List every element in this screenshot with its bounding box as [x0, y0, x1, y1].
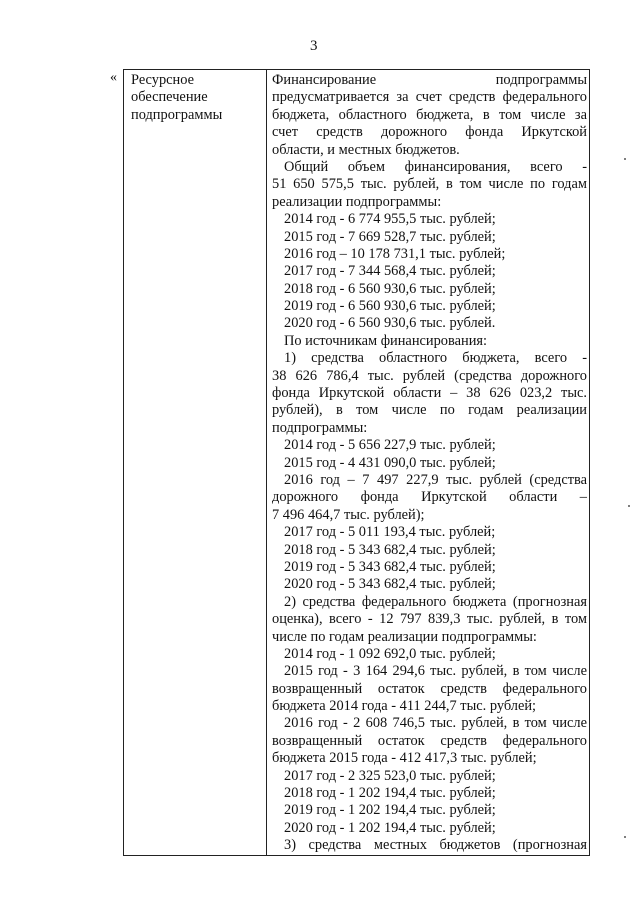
text-line: 2019 год - 5 343 682,4 тыс. рублей; — [284, 558, 496, 575]
text-line: бюджета, областного бюджета, в том числе за — [272, 106, 587, 123]
column-divider — [266, 70, 267, 855]
text-line: дорожного фонда Иркутской области – — [272, 489, 587, 506]
scan-speck — [624, 158, 626, 160]
resource-table — [123, 69, 590, 856]
text-line: фонда Иркутской области – 38 626 023,2 тыс. — [272, 385, 587, 402]
text-line: 2018 год - 6 560 930,6 тыс. рублей; — [284, 280, 496, 297]
text-line: 7 496 464,7 тыс. рублей); — [272, 506, 425, 523]
text-line: 2015 год - 7 669 528,7 тыс. рублей; — [284, 228, 496, 245]
text-line: реализации подпрограммы: — [272, 193, 442, 210]
text-line: 3) средства местных бюджетов (прогнозная — [284, 837, 587, 854]
text-line: оценка), всего - 12 797 839,3 тыс. рублей, в том — [272, 611, 587, 628]
opening-quote-mark: « — [110, 70, 117, 85]
text-line: 2018 год - 5 343 682,4 тыс. рублей; — [284, 541, 496, 558]
text-line: 2016 год – 10 178 731,1 тыс. рублей; — [284, 245, 506, 262]
text-line: 2020 год - 6 560 930,6 тыс. рублей. — [284, 315, 496, 332]
scan-speck — [624, 836, 626, 838]
text-line: 2020 год - 1 202 194,4 тыс. рублей; — [284, 819, 496, 836]
text-line: возвращенный остаток средств федерального — [272, 680, 587, 697]
label-line: обеспечение — [131, 89, 208, 106]
text-line: 2018 год - 1 202 194,4 тыс. рублей; — [284, 785, 496, 802]
text-line: 2016 год - 2 608 746,5 тыс. рублей, в том числе — [284, 715, 587, 732]
text-line: 2017 год - 5 011 193,4 тыс. рублей; — [284, 524, 496, 541]
label-line: Ресурсное — [131, 72, 194, 88]
text-line: подпрограммы: — [272, 419, 368, 436]
text-line: Финансирование подпрограммы — [272, 72, 587, 88]
text-line: 1) средства областного бюджета, всего - — [284, 350, 587, 367]
text-line: предусматривается за счет средств федерального — [272, 89, 587, 106]
text-line: 2014 год - 6 774 955,5 тыс. рублей; — [284, 211, 496, 228]
text-line: 2016 год – 7 497 227,9 тыс. рублей (средства — [284, 471, 587, 488]
row-content — [272, 72, 587, 855]
scan-speck — [628, 505, 630, 507]
text-line: бюджета 2014 года - 411 244,7 тыс. рублей; — [272, 698, 537, 715]
text-line: 38 626 786,4 тыс. рублей (средства дорожного — [272, 367, 587, 384]
text-line: рублей), в том числе по годам реализации — [272, 402, 587, 419]
text-line: 2014 год - 1 092 692,0 тыс. рублей; — [284, 645, 496, 662]
text-line: 2015 год - 3 164 294,6 тыс. рублей, в том числе — [284, 663, 587, 680]
text-line: 2017 год - 2 325 523,0 тыс. рублей; — [284, 767, 496, 784]
label-line: подпрограммы — [131, 106, 223, 123]
row-label — [131, 72, 259, 124]
page-number: 3 — [310, 38, 318, 54]
text-line: числе по годам реализации подпрограммы: — [272, 628, 537, 645]
text-line: бюджета 2015 года - 412 417,3 тыс. рублей; — [272, 750, 537, 767]
text-line: 2017 год - 7 344 568,4 тыс. рублей; — [284, 263, 496, 280]
text-line: 2) средства федерального бюджета (прогнозная — [284, 593, 587, 610]
text-line: По источникам финансирования: — [284, 332, 488, 349]
text-line: 2014 год - 5 656 227,9 тыс. рублей; — [284, 437, 496, 454]
text-line: возвращенный остаток средств федерального — [272, 732, 587, 749]
text-line: 2015 год - 4 431 090,0 тыс. рублей; — [284, 454, 496, 471]
text-line: области, и местных бюджетов. — [272, 141, 460, 158]
text-line: 51 650 575,5 тыс. рублей, в том числе по годам — [272, 176, 587, 193]
text-line: 2020 год - 5 343 682,4 тыс. рублей; — [284, 576, 496, 593]
text-line: Общий объем финансирования, всего - — [284, 158, 587, 175]
text-line: 2019 год - 6 560 930,6 тыс. рублей; — [284, 298, 496, 315]
text-line: счет средств дорожного фонда Иркутской — [272, 124, 587, 141]
text-line: 2019 год - 1 202 194,4 тыс. рублей; — [284, 802, 496, 819]
